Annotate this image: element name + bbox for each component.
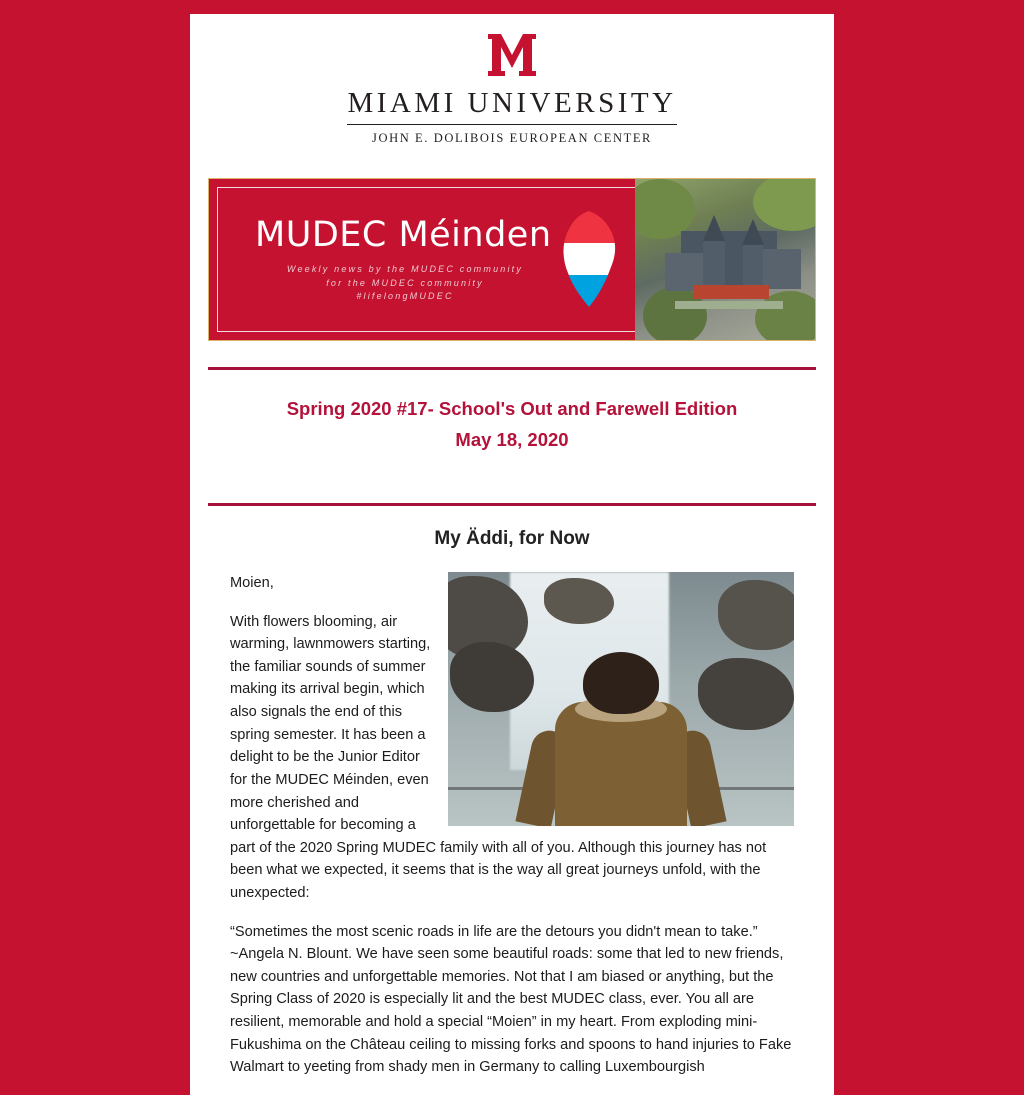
edition-line2: May 18, 2020: [455, 428, 569, 450]
article-paragraph-2: “Sometimes the most scenic roads in life are the detours you didn't mean to take.” ~Angela N. Blount. We have seen some beautiful roads: some that led to new friends, new countries and unforgettable memories. Not that I am biased or anything, but the Spring Class of 2020 is especially lit and the best MUDEC class, ever. You all are resilient, memorable and hold a special “Moien” in my heart. From exploding mini-Fukushima on the Château ceiling to missing forks and spoons to hand injuries to Fake Walmart to yeeting from shady men in Germany to calling Luxembourgish: [230, 923, 792, 1076]
university-name: MIAMI UNIVERSITY: [347, 87, 676, 125]
banner-tagline-line1: Weekly news by the MUDEC community: [286, 264, 524, 275]
newsletter-body: [190, 14, 834, 1095]
center-name: JOHN E. DOLIBOIS EUROPEAN CENTER: [371, 131, 652, 145]
banner-title: MUDEC Méinden: [255, 215, 552, 256]
banner-tagline-line3: #lifelongMUDEC: [356, 291, 454, 302]
edition-line1: Spring 2020 #17- School's Out and Farewell Edition: [286, 398, 738, 419]
chateau-aerial-photo: [635, 179, 815, 340]
luxembourg-flag-map-icon: [559, 211, 621, 307]
newsletter-banner: [208, 178, 816, 341]
miami-university-m-logo: [486, 32, 538, 78]
article: [190, 506, 834, 1095]
banner-tagline-line2: for the MUDEC community: [326, 277, 484, 288]
edition-title: [190, 370, 834, 477]
student-at-waterfall-photo: [448, 572, 794, 826]
article-paragraph-1: With flowers blooming, air warming, lawnmowers starting, the familiar sounds of summer making its arrival begin, which also signals the end of this spring semester. It has been a delight to be the Junior Editor for the MUDEC Méinden, even more cherished and unforgettable for becoming a part of the 2020 Spring MUDEC family with all of you. Although this journey has not been what we expected, it seems that is the way all great journeys unfold, with the unexpected:: [230, 613, 767, 901]
article-greeting: Moien,: [230, 575, 274, 592]
banner-tagline: [255, 263, 555, 304]
article-heading: My Äddi, for Now: [434, 528, 590, 550]
masthead: [190, 14, 834, 152]
article-body: [230, 572, 794, 1095]
banner-title-block: [209, 179, 635, 340]
